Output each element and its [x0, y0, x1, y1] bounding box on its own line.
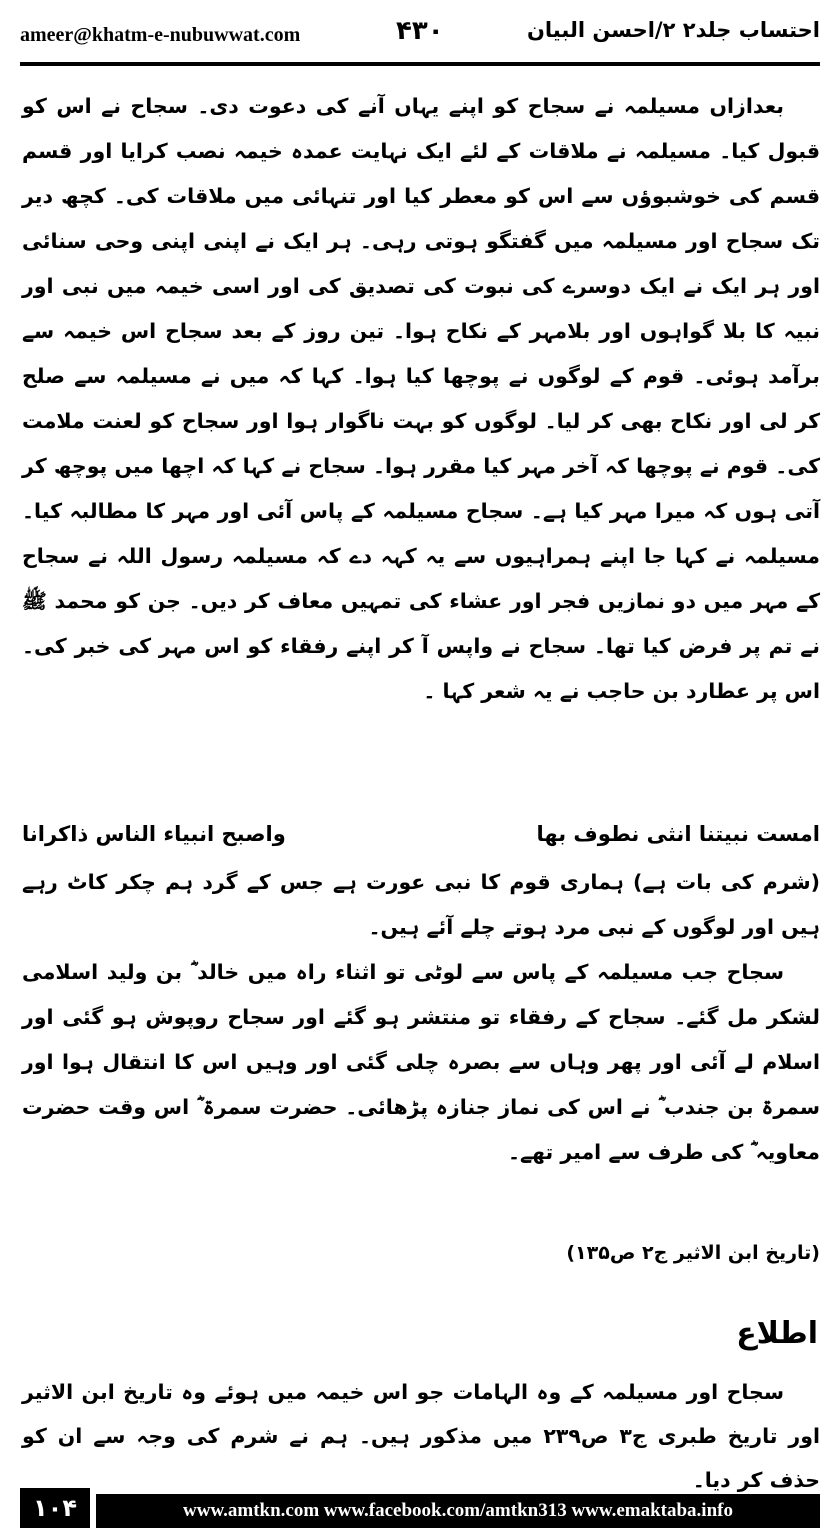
page-header	[20, 14, 820, 56]
header-rule	[20, 62, 820, 66]
header-book-title: احتساب جلد۲ ۲/احسن البیان	[526, 18, 820, 42]
verse-translation: (شرم کی بات ہے) ہماری قوم کا نبی عورت ہے جس کے گرد ہم چکر کاٹ رہے ہیں اور لوگوں کے نبی مرد ہوتے چلے آئے ہیں۔	[22, 870, 820, 939]
main-text	[22, 84, 820, 714]
header-page-number: ۴۳۰	[396, 16, 444, 46]
main-text-continued	[22, 860, 820, 1175]
header-email: ameer@khatm-e-nubuwwat.com	[20, 24, 301, 46]
footer-page-number: ۱۰۴	[20, 1488, 90, 1528]
verse-second-half: واصبح انبیاء الناس ذاکرانا	[22, 822, 286, 846]
verse-first-half: امست نبیتنا انثی نطوف بھا	[536, 822, 820, 846]
footer-links: www.amtkn.com www.facebook.com/amtkn313 www.emaktaba.info	[96, 1494, 820, 1528]
notice-section	[22, 1370, 820, 1502]
paragraph-2: سجاح جب مسیلمہ کے پاس سے لوٹی تو اثناء راہ میں خالد ؓ بن ولید اسلامی لشکر مل گئے۔ سجاح کے رفقاء تو منتشر ہو گئے اور سجاح روپوش ہو گئی اور اسلام لے آئی اور پھر وہاں سے بصرہ چلی گئی اور وہیں اس کا انتقال ہوا اور سمرۃ بن جندب ؓ نے اس کی نماز جنازہ پڑھائی۔ حضرت سمرۃ ؓ اس وقت حضرت معاویہ ؓ کی طرف سے امیر تھے۔	[22, 960, 820, 1164]
notice-heading: اطلاع	[736, 1316, 818, 1351]
paragraph-1: بعدازاں مسیلمہ نے سجاح کو اپنے یہاں آنے کی دعوت دی۔ سجاح نے اس کو قبول کیا۔ مسیلمہ نے ملاقات کے لئے ایک نہایت عمدہ خیمہ نصب کرایا اور قسم قسم کی خوشبوؤں سے اس کو معطر کیا اور تنہائی میں ملاقات کی۔ کچھ دیر تک سجاح اور مسیلمہ میں گفتگو ہوتی رہی۔ ہر ایک نے اپنی اپنی وحی سنائی اور ہر ایک نے ایک دوسرے کی نبوت کی تصدیق کی اور اسی خیمہ میں نبی اور نبیہ کا بلا گواہوں اور بلامہر کے نکاح ہوا۔ تین روز کے بعد سجاح اس خیمہ سے برآمد ہوئی۔ قوم کے لوگوں نے پوچھا کیا ہوا۔ کہا کہ میں نے مسیلمہ سے صلح کر لی اور نکاح بھی کر لیا۔ لوگوں کو بہت ناگوار ہوا اور سجاح کو لعنت ملامت کی۔ قوم نے پوچھا کہ آخر مہر کیا مقرر ہوا۔ سجاح نے کہا کہ اچھا میں پوچھ کر آتی ہوں کہ میرا مہر کیا ہے۔ سجاح مسیلمہ کے پاس آئی اور مہر کا مطالبہ کیا۔ مسیلمہ نے کہا جا اپنے ہمراہیوں سے یہ کہہ دے کہ مسیلمہ رسول اللہ نے سجاح کے مہر میں دو نمازیں فجر اور عشاء کی تمہیں معاف کر دیں۔ جن کو محمد ﷺ نے تم پر فرض کیا تھا۔ سجاح نے واپس آ کر اپنے رفقاء کو اس مہر کی خبر کی۔ اس پر عطارد بن حاجب نے یہ شعر کہا ۔	[22, 94, 820, 703]
citation: (تاریخ ابن الاثیر ج۲ ص۱۳۵)	[566, 1242, 820, 1264]
notice-text: سجاح اور مسیلمہ کے وہ الہامات جو اس خیمہ میں ہوئے وہ تاریخ ابن الاثیر اور تاریخ طبری ج۳ ص۲۳۹ میں مذکور ہیں۔ ہم نے شرم کی وجہ سے ان کو حذف کر دیا۔	[22, 1380, 820, 1492]
